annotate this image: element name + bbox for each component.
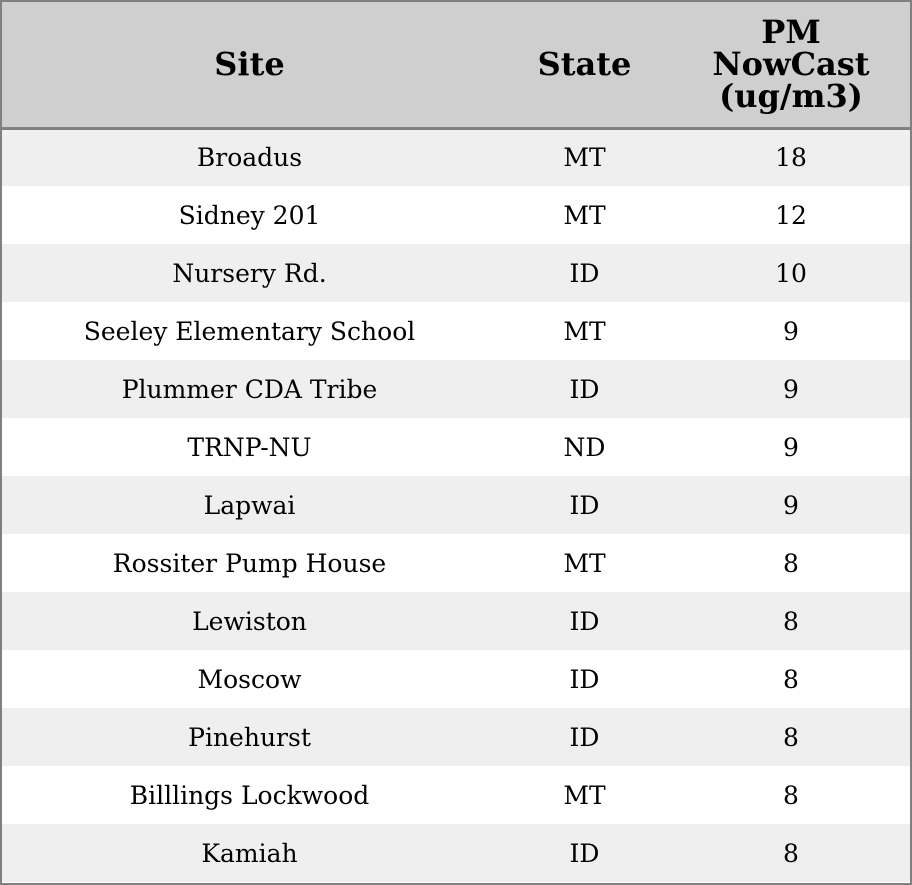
table-row bbox=[2, 418, 910, 476]
table-row bbox=[2, 534, 910, 592]
cell-state: ID bbox=[569, 490, 600, 520]
cell-state: ID bbox=[569, 606, 600, 636]
cell-site: Broadus bbox=[196, 143, 303, 173]
cell-pm-value: 8 bbox=[783, 548, 799, 578]
cell-site: Seeley Elementary School bbox=[83, 316, 416, 346]
header-pm-line-2: NowCast bbox=[712, 45, 870, 84]
table-row bbox=[2, 360, 910, 418]
header-pm-line-3: (ug/m3) bbox=[719, 77, 863, 116]
cell-site: Nursery Rd. bbox=[172, 258, 327, 288]
cell-pm-value: 8 bbox=[783, 664, 799, 694]
cell-pm-value: 18 bbox=[775, 143, 807, 173]
cell-state: ID bbox=[569, 258, 600, 288]
header-state: State bbox=[497, 2, 672, 128]
table-row bbox=[2, 244, 910, 302]
cell-site: Rossiter Pump House bbox=[112, 548, 387, 578]
cell-site: Lapwai bbox=[203, 490, 296, 520]
table-row bbox=[2, 476, 910, 534]
header-pm-nowcast bbox=[672, 2, 910, 128]
table-row bbox=[2, 592, 910, 650]
cell-state: MT bbox=[563, 143, 606, 173]
cell-pm-value: 9 bbox=[783, 374, 799, 404]
cell-pm-value: 9 bbox=[783, 490, 799, 520]
cell-site: Plummer CDA Tribe bbox=[121, 374, 378, 404]
cell-site: Sidney 201 bbox=[178, 200, 321, 230]
table-header-row bbox=[2, 2, 910, 128]
table-row bbox=[2, 824, 910, 882]
header-pm-line-1: PM bbox=[761, 13, 821, 52]
cell-state: ND bbox=[563, 432, 606, 462]
cell-state: ID bbox=[569, 664, 600, 694]
cell-state: ID bbox=[569, 722, 600, 752]
cell-pm-value: 12 bbox=[775, 200, 807, 230]
cell-pm-value: 8 bbox=[783, 838, 799, 868]
cell-pm-value: 9 bbox=[783, 316, 799, 346]
cell-site: Kamiah bbox=[201, 838, 298, 868]
cell-state: MT bbox=[563, 200, 606, 230]
table-body bbox=[2, 128, 910, 882]
cell-state: MT bbox=[563, 780, 606, 810]
table-row bbox=[2, 766, 910, 824]
cell-site: TRNP-NU bbox=[187, 432, 312, 462]
cell-site: Moscow bbox=[197, 664, 302, 694]
cell-site: Billlings Lockwood bbox=[129, 780, 370, 810]
table-row bbox=[2, 708, 910, 766]
cell-pm-value: 10 bbox=[775, 258, 807, 288]
cell-pm-value: 8 bbox=[783, 780, 799, 810]
cell-site: Lewiston bbox=[192, 606, 307, 636]
cell-pm-value: 8 bbox=[783, 606, 799, 636]
cell-pm-value: 9 bbox=[783, 432, 799, 462]
pm-nowcast-table bbox=[2, 2, 910, 882]
cell-state: MT bbox=[563, 548, 606, 578]
cell-state: MT bbox=[563, 316, 606, 346]
table-row bbox=[2, 186, 910, 244]
table-row bbox=[2, 650, 910, 708]
cell-state: ID bbox=[569, 838, 600, 868]
table-row bbox=[2, 302, 910, 360]
cell-pm-value: 8 bbox=[783, 722, 799, 752]
header-site: Site bbox=[2, 2, 497, 128]
cell-state: ID bbox=[569, 374, 600, 404]
cell-site: Pinehurst bbox=[188, 722, 311, 752]
table-row bbox=[2, 128, 910, 186]
